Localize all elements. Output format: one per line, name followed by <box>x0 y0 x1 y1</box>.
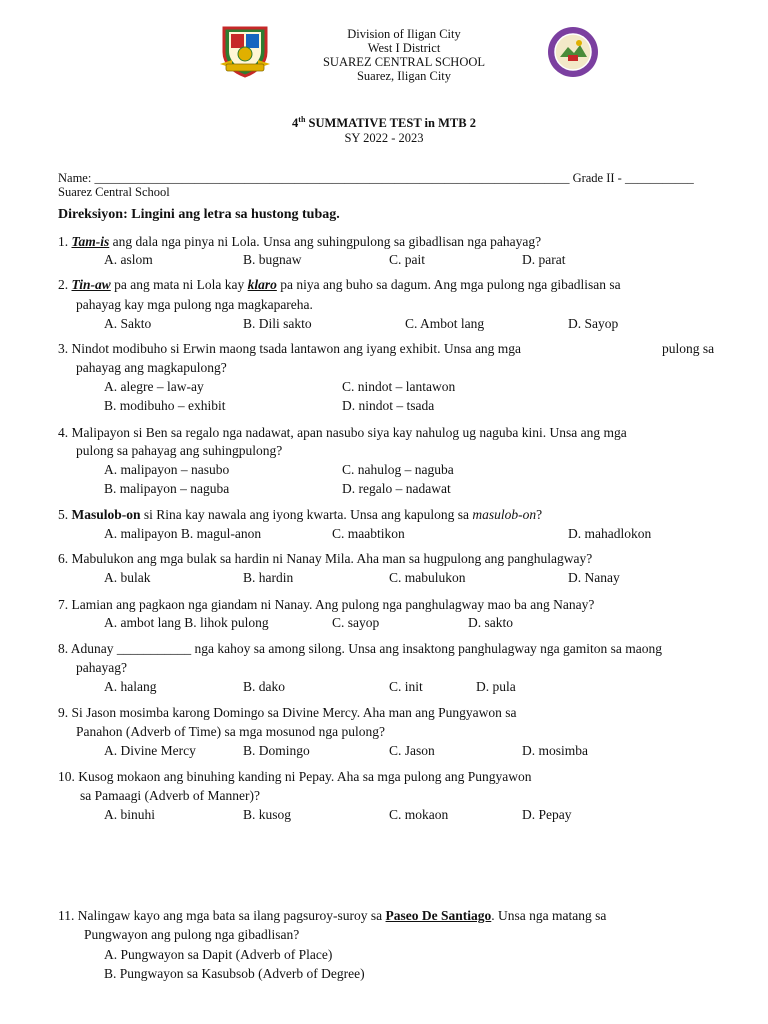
question-text: . Unsa nga matang sa <box>491 908 607 923</box>
option-9a[interactable]: A. Divine Mercy <box>104 743 196 758</box>
option-7ab[interactable]: A. ambot lang B. lihok pulong <box>104 615 269 630</box>
italic-word: masulob-on <box>472 507 537 522</box>
option-6c[interactable]: C. mabulukon <box>389 570 466 585</box>
option-8c[interactable]: C. init <box>389 679 423 694</box>
option-10c[interactable]: C. mokaon <box>389 807 449 822</box>
option-7d[interactable]: D. sakto <box>468 615 513 630</box>
test-title <box>0 112 768 131</box>
directions: Direksiyon: Lingini ang letra sa hustong tubag. <box>58 207 340 222</box>
option-8a[interactable]: A. halang <box>104 679 157 694</box>
school-address: Suarez, Iligan City <box>356 69 452 83</box>
question-4: 4. Malipayon si Ben sa regalo nga nadawat, apan nasubo siya kay nahulog ug naguba kini. Unsa ang mga <box>58 425 627 440</box>
question-2 <box>58 276 621 293</box>
question-3: 3. Nindot modibuho si Erwin maong tsada lantawon ang iyang exhibit. Unsa ang mga <box>58 341 522 356</box>
option-6a[interactable]: A. bulak <box>104 570 151 585</box>
name-grade-line[interactable]: Name: ____________________________________________________________________________ Grade II - ___________ <box>58 171 694 185</box>
option-9b[interactable]: B. Domingo <box>243 743 310 758</box>
option-8b[interactable]: B. dako <box>243 679 285 694</box>
option-3b[interactable]: B. modibuho – exhibit <box>104 398 226 413</box>
option-6d[interactable]: D. Nanay <box>568 570 620 585</box>
option-6b[interactable]: B. hardin <box>243 570 294 585</box>
underlined-word: Tin-aw <box>71 277 111 292</box>
option-5d[interactable]: D. mahadlokon <box>568 526 652 541</box>
option-2a[interactable]: A. Sakto <box>104 316 152 331</box>
question-text: 11. Nalingaw kayo ang mga bata sa ilang pagsuroy-suroy sa <box>58 908 386 923</box>
option-10d[interactable]: D. Pepay <box>522 807 572 822</box>
question-8-line-2: pahayag? <box>76 660 127 675</box>
option-4c[interactable]: C. nahulog – naguba <box>342 462 454 477</box>
school-name: SUAREZ CENTRAL SCHOOL <box>322 55 486 69</box>
title-text: SUMMATIVE TEST in MTB 2 <box>305 116 476 131</box>
question-9: 9. Si Jason mosimba karong Domingo sa Divine Mercy. Aha man ang Pungyawon sa <box>58 705 517 720</box>
question-9-line-2: Panahon (Adverb of Time) sa mga mosunod nga pulong? <box>76 724 385 739</box>
division-line: Division of Iligan City <box>347 27 461 41</box>
question-8: 8. Adunay ___________ nga kahoy sa among silong. Unsa ang insaktong panghulagway nga gamiton sa maong <box>58 641 663 656</box>
test-title-block <box>0 112 768 146</box>
question-text: si Rina kay nawala ang iyong kwarta. Unsa ang kapulong sa <box>140 507 473 522</box>
school-year: SY 2022 - 2023 <box>344 131 424 146</box>
question-6: 6. Mabulukon ang mga bulak sa hardin ni Nanay Mila. Aha man sa hugpulong ang panghulagway? <box>58 551 593 566</box>
option-11b[interactable]: B. Pungwayon sa Kasubsob (Adverb of Degree) <box>104 966 365 981</box>
question-1 <box>58 233 541 250</box>
option-8d[interactable]: D. pula <box>476 679 516 694</box>
option-5c[interactable]: C. maabtikon <box>332 526 405 541</box>
question-10-line-2: sa Pamaagi (Adverb of Manner)? <box>80 788 260 803</box>
title-ordinal-suffix: th <box>298 115 306 124</box>
option-1c[interactable]: C. pait <box>389 252 425 267</box>
question-11-line-2: Pungwayon ang pulong nga gibadlisan? <box>84 927 300 942</box>
option-5ab[interactable]: A. malipayon B. magul-anon <box>104 526 262 541</box>
option-4d[interactable]: D. regalo – nadawat <box>342 481 451 496</box>
option-1a[interactable]: A. aslom <box>104 252 153 267</box>
option-11a[interactable]: A. Pungwayon sa Dapit (Adverb of Place) <box>104 947 333 962</box>
question-text: ang dala nga pinya ni Lola. Unsa ang suhingpulong sa gibadlisan nga pahayag? <box>109 234 542 249</box>
question-text: pa niya ang buho sa dagum. Ang mga pulong nga gibadlisan sa <box>276 277 621 292</box>
question-number: 1. <box>58 234 69 249</box>
question-number: 2. <box>58 277 69 292</box>
option-9c[interactable]: C. Jason <box>389 743 435 758</box>
question-end: ? <box>536 507 543 522</box>
option-10a[interactable]: A. binuhi <box>104 807 156 822</box>
underlined-word: klaro <box>247 277 277 292</box>
option-10b[interactable]: B. kusog <box>243 807 292 822</box>
question-number: 5. <box>58 507 69 522</box>
option-2b[interactable]: B. Dili sakto <box>243 316 312 331</box>
option-7c[interactable]: C. sayop <box>332 615 380 630</box>
question-text: pa ang mata ni Lola kay <box>110 277 248 292</box>
option-3d[interactable]: D. nindot – tsada <box>342 398 435 413</box>
question-11 <box>58 907 606 924</box>
option-9d[interactable]: D. mosimba <box>522 743 588 758</box>
option-2c[interactable]: C. Ambot lang <box>405 316 485 331</box>
option-2d[interactable]: D. Sayop <box>568 316 619 331</box>
question-5 <box>58 506 542 523</box>
question-3-line-2: pahayag ang magkapulong? <box>76 360 227 375</box>
school-shield-logo <box>218 24 272 78</box>
option-1b[interactable]: B. bugnaw <box>243 252 302 267</box>
title-ordinal: 4 <box>292 116 299 131</box>
underlined-word: Tam-is <box>71 234 110 249</box>
school-line: Suarez Central School <box>58 185 170 199</box>
option-3c[interactable]: C. nindot – lantawon <box>342 379 456 394</box>
option-1d[interactable]: D. parat <box>522 252 566 267</box>
question-2-line-2: pahayag kay mga pulong nga magkapareha. <box>76 297 313 312</box>
question-7: 7. Lamian ang pagkaon nga giandam ni Nanay. Ang pulong nga panghulagway mao ba ang Nanay? <box>58 597 595 612</box>
underlined-place: Paseo De Santiago <box>385 908 492 923</box>
question-4-line-2: pulong sa pahayag ang suhingpulong? <box>76 443 283 458</box>
school-header <box>280 27 528 83</box>
option-4a[interactable]: A. malipayon – nasubo <box>104 462 230 477</box>
option-3a[interactable]: A. alegre – law-ay <box>104 379 204 394</box>
question-3-tail: pulong sa <box>662 341 715 356</box>
district-line: West I District <box>367 41 441 55</box>
division-seal-logo <box>546 25 600 79</box>
bold-word: Masulob-on <box>71 507 141 522</box>
question-10: 10. Kusog mokaon ang binuhing kanding ni Pepay. Aha sa mga pulong ang Pungyawon <box>58 769 532 784</box>
option-4b[interactable]: B. malipayon – naguba <box>104 481 230 496</box>
